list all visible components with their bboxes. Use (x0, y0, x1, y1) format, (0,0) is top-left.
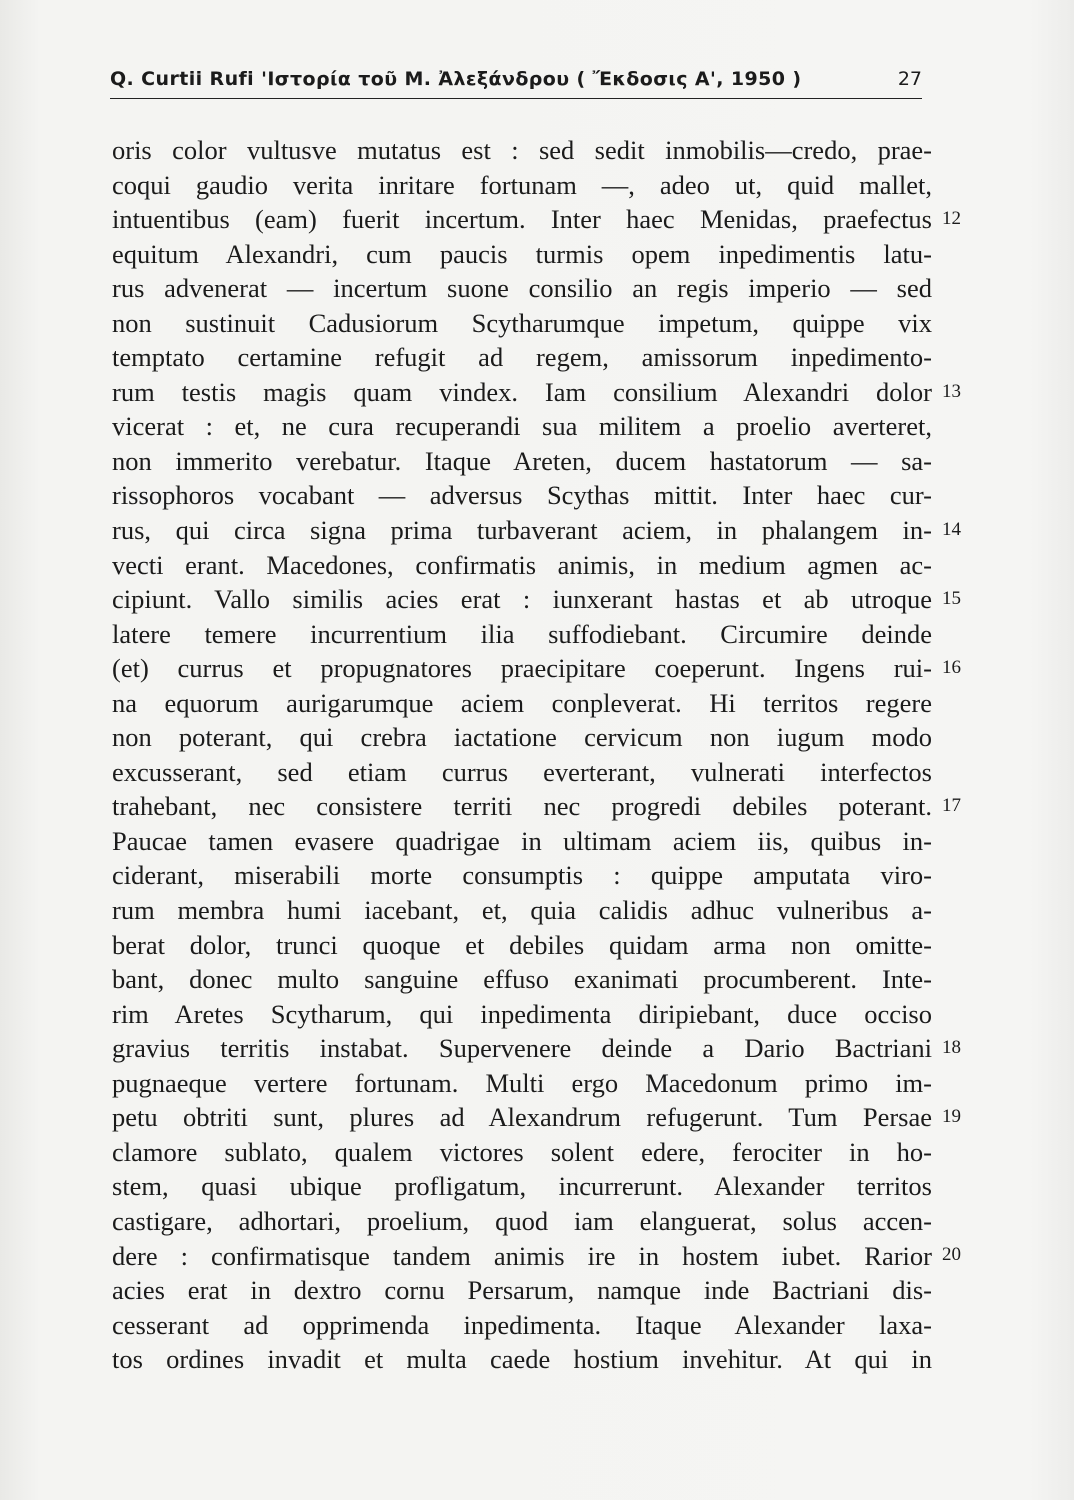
section-number: 12 (942, 208, 961, 229)
text-line: ciderant, miserabili morte consumptis : quippe amputata viro- (112, 860, 932, 891)
header-title: Q. Curtii Rufi 'Ιστορία τοῦ Μ. Ἀλεξάνδρου ( Ἔκδοσις Α', 1950 ) (110, 68, 802, 90)
text-line: cesserant ad opprimenda inpedimenta. Itaque Alexander laxa- (112, 1309, 932, 1340)
text-line: dere : confirmatisque tandem animis ire in hostem iubet. Rarior (112, 1240, 932, 1271)
text-line: berat dolor, trunci quoque et debiles quidam arma non omitte- (112, 929, 932, 960)
section-number: 15 (942, 588, 961, 609)
text-line: na equorum aurigarumque aciem conpleverat. Hi territos regere (112, 687, 932, 718)
text-line: acies erat in dextro cornu Persarum, namque inde Bactriani dis- (112, 1275, 932, 1306)
body-text (112, 133, 932, 1377)
text-line: vicerat : et, ne cura recuperandi sua militem a proelio averteret, (112, 411, 932, 442)
text-line: Paucae tamen evasere quadrigae in ultimam aciem iis, quibus in- (112, 825, 932, 856)
text-line: rum membra humi iacebant, et, quia calidis adhuc vulneribus a- (112, 895, 932, 926)
section-number: 19 (942, 1106, 961, 1127)
text-line: (et) currus et propugnatores praecipitare coeperunt. Ingens rui- (112, 653, 932, 684)
text-line: equitum Alexandri, cum paucis turmis opem inpedimentis latu- (112, 238, 932, 269)
text-line: non poterant, qui crebra iactatione cervicum non iugum modo (112, 722, 932, 753)
text-line: coqui gaudio verita inritare fortunam —, adeo ut, quid mallet, (112, 169, 932, 200)
text-line: latere temere incurrentium ilia suffodiebant. Circumire deinde (112, 618, 932, 649)
text-line: tos ordines invadit et multa caede hostium invehitur. At qui in (112, 1344, 932, 1375)
text-line: non sustinuit Cadusiorum Scytharumque impetum, quippe vix (112, 307, 932, 338)
section-number: 17 (942, 795, 961, 816)
text-line: rim Aretes Scytharum, qui inpedimenta diripiebant, duce occiso (112, 998, 932, 1029)
text-line: temptato certamine refugit ad regem, amissorum inpedimento- (112, 342, 932, 373)
text-line: castigare, adhortari, proelium, quod iam elanguerat, solus accen- (112, 1205, 932, 1236)
text-line: bant, donec multo sanguine effuso exanimati procumberent. Inte- (112, 964, 932, 995)
section-number: 18 (942, 1037, 961, 1058)
text-line: cipiunt. Vallo similis acies erat : iunxerant hastas et ab utroque (112, 584, 932, 615)
text-line: rum testis magis quam vindex. Iam consilium Alexandri dolor (112, 376, 932, 407)
section-number: 16 (942, 657, 961, 678)
text-line: excusserant, sed etiam currus everterant, vulnerati interfectos (112, 756, 932, 787)
text-line: gravius territis instabat. Supervenere deinde a Dario Bactriani (112, 1033, 932, 1064)
text-line: petu obtriti sunt, plures ad Alexandrum refugerunt. Tum Persae (112, 1102, 932, 1133)
section-number: 14 (942, 519, 961, 540)
text-line: pugnaeque vertere fortunam. Multi ergo Macedonum primo im- (112, 1067, 932, 1098)
section-number: 20 (942, 1244, 961, 1265)
text-line: trahebant, nec consistere territi nec progredi debiles poterant. (112, 791, 932, 822)
text-line: oris color vultusve mutatus est : sed sedit inmobilis—credo, prae- (112, 135, 932, 165)
section-number: 13 (942, 381, 961, 402)
text-line: vecti erant. Macedones, confirmatis animis, in medium agmen ac- (112, 549, 932, 580)
text-line: intuentibus (eam) fuerit incertum. Inter haec Menidas, praefectus (112, 204, 932, 235)
text-line: rus advenerat — incertum suone consilio an regis imperio — sed (112, 273, 932, 304)
running-header (110, 64, 922, 99)
text-line: rissophoros vocabant — adversus Scythas mittit. Inter haec cur- (112, 480, 932, 511)
text-line: rus, qui circa signa prima turbaverant aciem, in phalangem in- (112, 515, 932, 546)
text-line: stem, quasi ubique profligatum, incurrerunt. Alexander territos (112, 1171, 932, 1202)
text-line: clamore sublato, qualem victores solent edere, ferociter in ho- (112, 1136, 932, 1167)
page-number: 27 (897, 68, 922, 90)
text-line: non immerito verebatur. Itaque Areten, ducem hastatorum — sa- (112, 445, 932, 476)
